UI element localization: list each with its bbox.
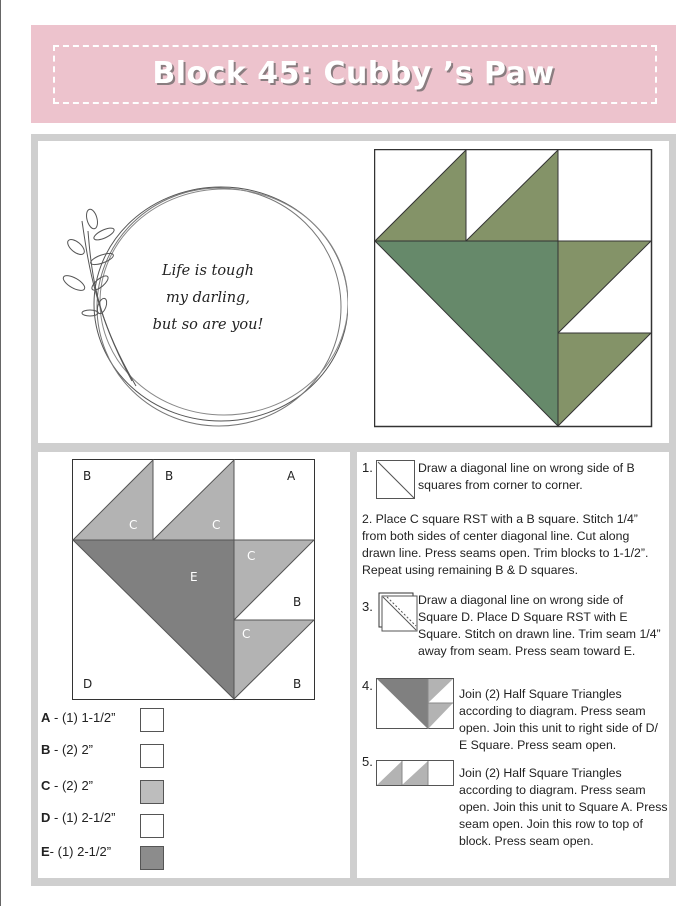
diagonal-square-icon	[376, 460, 416, 500]
title-banner	[31, 25, 676, 123]
label-b: B	[83, 469, 92, 483]
cutting-item-e: E- (1) 2-1/2”	[41, 844, 112, 859]
cutting-item-b: B - (2) 2”	[41, 742, 94, 757]
step-3-text: Draw a diagonal line on wrong side of Square D. Place D Square RST with E Square. Stitch on drawn line. Trim seam 1/4” away from seam. Press seam toward E.	[418, 593, 661, 658]
cutting-item-d: D - (1) 2-1/2”	[41, 810, 116, 825]
cutting-item-a: A - (1) 1-1/2”	[41, 710, 116, 725]
instructions-panel	[357, 452, 669, 878]
label-b: B	[165, 469, 174, 483]
step-number: 4.	[362, 678, 373, 693]
swatch-white	[140, 708, 164, 732]
step-5-text: Join (2) Half Square Triangles according to diagram. Press seam open. Join this unit to Square A. Press seam open. Join this row to top of block. Press seam open.	[459, 766, 668, 848]
stacked-squares-icon	[378, 592, 420, 634]
label-d: D	[83, 677, 93, 691]
top-panel	[38, 141, 669, 443]
swatch-dark-gray	[140, 846, 164, 870]
cutting-panel	[38, 452, 350, 878]
page-edge	[0, 0, 1, 906]
label-c: C	[247, 549, 256, 563]
swatch-white	[140, 744, 164, 768]
step-1-text: Draw a diagonal line on wrong side of B squares from corner to corner.	[418, 461, 635, 492]
step-number: 3.	[362, 599, 373, 614]
step-number: 1.	[362, 460, 373, 475]
quote-line: Life is tough	[161, 263, 255, 279]
quote-line: but so are you!	[152, 317, 264, 333]
label-b: B	[293, 677, 302, 691]
quote-text	[133, 258, 283, 339]
step-2-text: 2. Place C square RST with a B square. Stitch 1/4” from both sides of center diagonal line. Cut along drawn line. Press seams open. Trim blocks to 1-1/2”. Repeat using remaining B & D squares.	[362, 512, 649, 577]
unit-diagram-icon	[376, 678, 456, 730]
content-frame	[31, 134, 676, 886]
label-c: C	[242, 627, 251, 641]
label-c: C	[129, 518, 138, 532]
step-number: 5.	[362, 754, 373, 769]
page-title: Block 45: Cubby ’s Paw	[152, 56, 555, 91]
swatch-light-gray	[140, 780, 164, 804]
step-4-text: Join (2) Half Square Triangles according to diagram. Press seam open. Join this unit to right side of D/ E Square. Press seam open.	[459, 687, 658, 752]
cutting-item-c: C - (2) 2”	[41, 778, 94, 793]
row-diagram-icon	[376, 760, 456, 788]
quote-line: my darling,	[166, 290, 250, 306]
label-e: E	[190, 570, 198, 584]
swatch-white	[140, 814, 164, 838]
label-b: B	[293, 595, 302, 609]
label-a: A	[287, 469, 296, 483]
label-c: C	[212, 518, 221, 532]
finished-block-illustration	[374, 149, 656, 429]
